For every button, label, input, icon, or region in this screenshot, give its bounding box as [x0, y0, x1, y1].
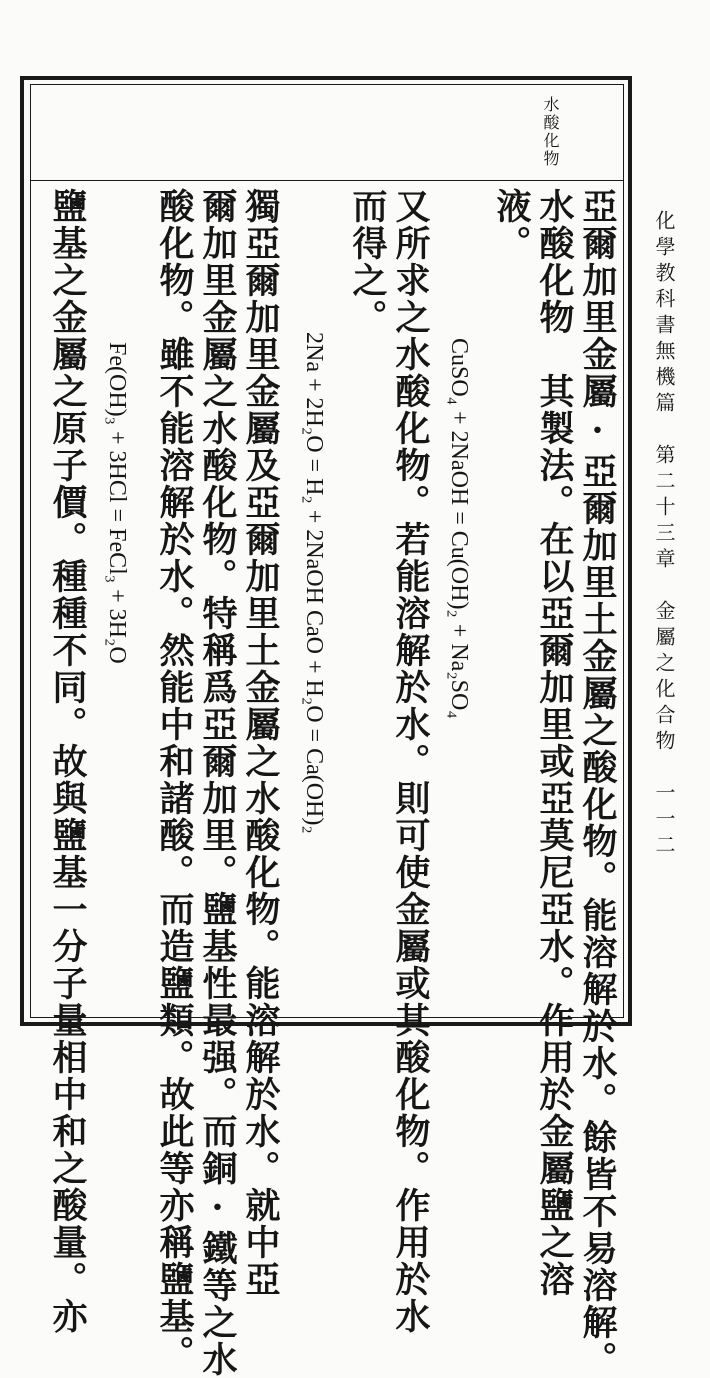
text-column-1: 亞爾加里金屬·亞爾加里土金屬之酸化物。能溶解於水。餘皆不易溶解。 — [577, 188, 618, 1378]
text-column-9: 鹽基之金屬之原子價。種種不同。故與鹽基一分子量相中和之酸量。亦 — [47, 188, 88, 1335]
chapter-title: 金屬之化合物 — [652, 600, 676, 756]
running-head — [650, 210, 679, 860]
text-column-2: 水酸化物 其製法。在以亞爾加里或亞莫尼亞水。作用於金屬鹽之溶 — [534, 188, 575, 1298]
text-column-6: 獨亞爾加里金屬及亞爾加里土金屬之水酸化物。能溶解於水。就中亞 — [240, 188, 281, 1298]
text-column-7: 爾加里金屬之水酸化物。特稱爲亞爾加里。鹽基性最强。而銅·鐵等之水 — [197, 188, 238, 1378]
book-title: 化學教科書無機篇 — [652, 210, 676, 418]
text-column-8: 酸化物。雖不能溶解於水。然能中和諸酸。而造鹽類。故此等亦稱鹽基。 — [154, 188, 195, 1372]
page-number: 一一二 — [652, 782, 676, 860]
equation-1: CuSO₄ + 2NaOH = Cu(OH)₂ + Na₂SO₄ — [446, 338, 472, 719]
text-column-4: 又所求之水酸化物。若能溶解於水。則可使金屬或其酸化物。作用於水 — [390, 188, 431, 1335]
equation-3: Fe(OH)₃ + 3HCl = FeCl₃ + 3H₂O — [104, 342, 130, 664]
margin-rule — [31, 180, 623, 181]
equation-2: 2Na + 2H₂O = H₂ + 2NaOH CaO + H₂O = Ca(OH)₂ — [301, 332, 327, 834]
text-column-5: 而得之。 — [347, 188, 388, 336]
text-column-3: 液。 — [491, 188, 532, 262]
chapter-number: 第二十三章 — [652, 444, 676, 574]
margin-note: 水酸化物 — [541, 96, 560, 168]
